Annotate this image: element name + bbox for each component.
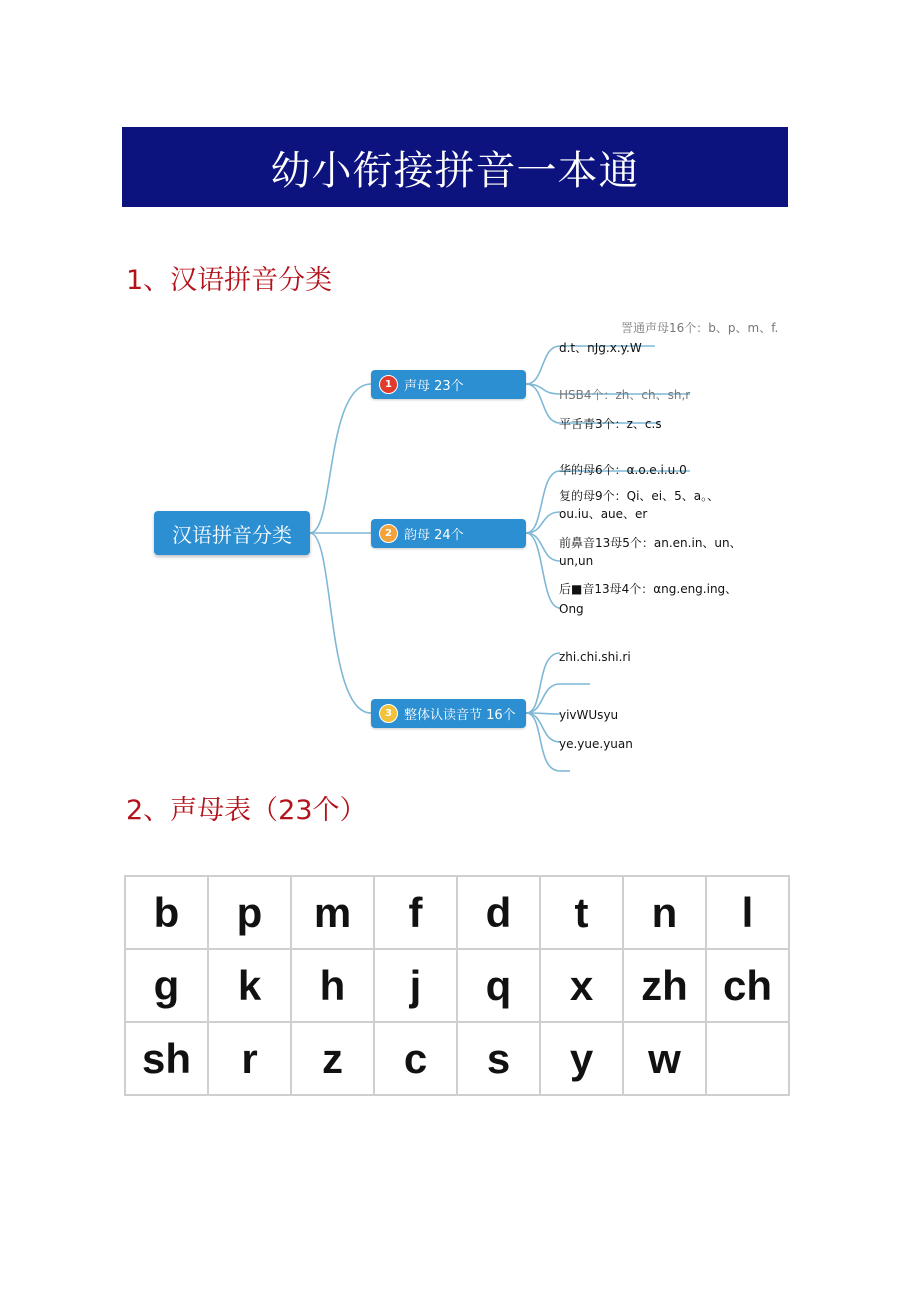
mindmap-root-node: 汉语拼音分类: [154, 511, 310, 555]
table-cell: z: [291, 1022, 374, 1095]
table-cell: w: [623, 1022, 706, 1095]
branch-whole-syllables: [371, 699, 526, 728]
table-cell: g: [125, 949, 208, 1022]
badge-number: 1: [379, 375, 398, 394]
table-cell: s: [457, 1022, 540, 1095]
section-heading-initials-table: 2、声母表（23个）: [126, 795, 367, 826]
leaf-text: 华的母6个：α.o.e.i.u.0: [559, 463, 687, 477]
table-cell: h: [291, 949, 374, 1022]
leaf-text: 后■音13母4个：αng.eng.ing、: [559, 582, 738, 596]
table-cell: t: [540, 876, 623, 949]
branch-initials: [371, 370, 526, 399]
page-title: 幼小衔接拼音一本通: [270, 147, 640, 194]
leaf-text: 前鼻音13母5个：an.en.in、un、: [559, 536, 742, 550]
leaf-text: Ong: [559, 602, 584, 616]
table-cell: x: [540, 949, 623, 1022]
table-cell: ch: [706, 949, 789, 1022]
leaf-text: HSB4个：zh、ch、sh,r: [559, 388, 691, 402]
table-cell: p: [208, 876, 291, 949]
leaf-text: un,un: [559, 554, 594, 568]
branch-finals: [371, 519, 526, 548]
table-cell: d: [457, 876, 540, 949]
branch-label: 整体认读音节 16个: [404, 708, 516, 723]
pinyin-mindmap: [150, 316, 800, 778]
table-cell: l: [706, 876, 789, 949]
leaf-text: yivWUsyu: [559, 708, 619, 722]
section-heading-classification: 1、汉语拼音分类: [126, 265, 333, 296]
table-cell: b: [125, 876, 208, 949]
branch-label: 声母 23个: [404, 379, 464, 394]
table-cell: zh: [623, 949, 706, 1022]
table-cell: k: [208, 949, 291, 1022]
table-cell: r: [208, 1022, 291, 1095]
table-row: [125, 1022, 789, 1095]
leaf-text: 复的母9个：Qi、ei、5、a。、: [559, 489, 720, 503]
table-cell: j: [374, 949, 457, 1022]
table-row: [125, 876, 789, 949]
leaf-text: 平舌青3个：z、c.s: [559, 417, 662, 431]
leaf-text: d.t、nJg.x.y.W: [559, 341, 642, 355]
table-cell: f: [374, 876, 457, 949]
leaf-text: zhi.chi.shi.ri: [559, 650, 631, 664]
initials-table-container: [124, 875, 790, 1096]
table-cell: m: [291, 876, 374, 949]
table-cell: y: [540, 1022, 623, 1095]
branch-label: 韵母 24个: [404, 528, 464, 543]
badge-number: 3: [379, 704, 398, 723]
table-row: [125, 949, 789, 1022]
table-cell: q: [457, 949, 540, 1022]
leaf-text: ye.yue.yuan: [559, 737, 633, 751]
table-cell: sh: [125, 1022, 208, 1095]
table-cell: [706, 1022, 789, 1095]
table-cell: c: [374, 1022, 457, 1095]
leaf-text: 詈通声母16个：b、p、m、f.: [621, 321, 779, 335]
title-banner: [122, 127, 788, 207]
table-cell: n: [623, 876, 706, 949]
leaf-text: ou.iu、aue、er: [559, 507, 648, 521]
initials-table: [124, 875, 790, 1096]
badge-number: 2: [379, 524, 398, 543]
